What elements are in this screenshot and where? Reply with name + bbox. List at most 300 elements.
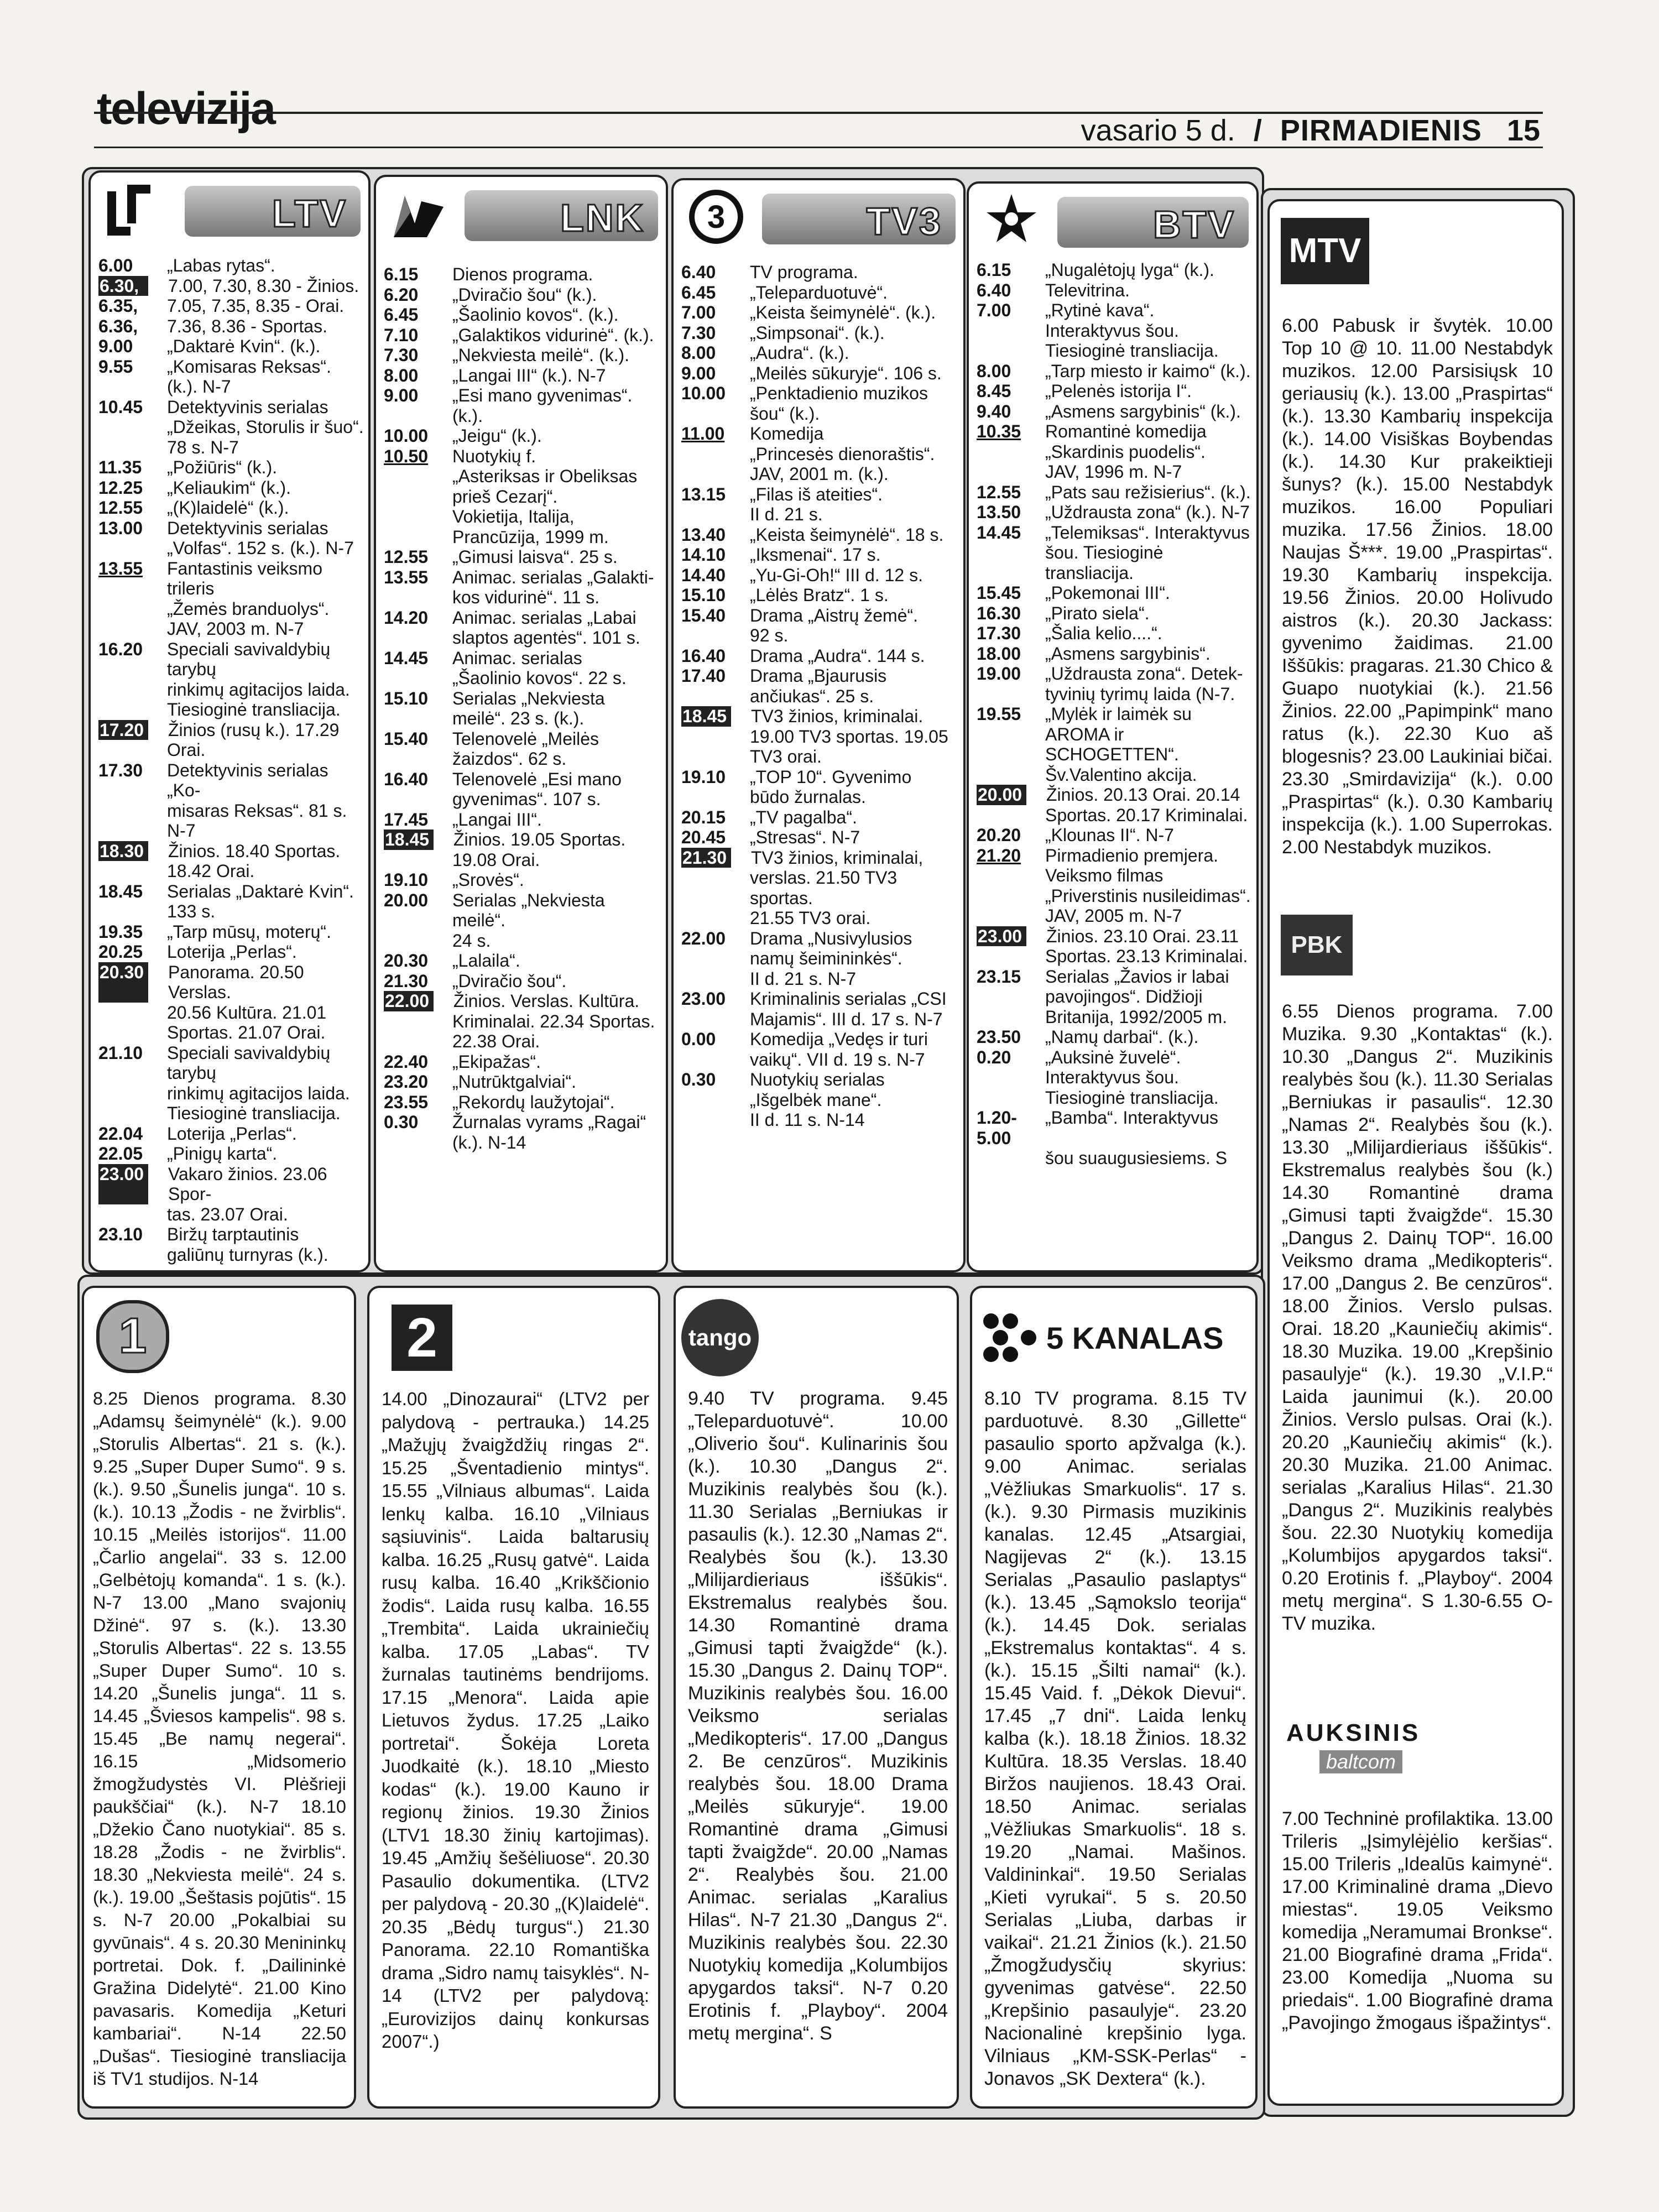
schedule-title: „Asmens sargybinis“. xyxy=(1045,643,1211,664)
schedule-title: „Audra“. (k.). xyxy=(750,343,849,363)
schedule-row xyxy=(384,385,661,426)
schedule-title: tyvinių tyrimų laida (N-7. xyxy=(1045,684,1235,704)
schedule-time xyxy=(681,747,750,767)
schedule-time: 10.00 xyxy=(681,383,726,403)
schedule-time: 16.20 xyxy=(98,639,143,659)
schedule-time: 12.25 xyxy=(98,477,143,498)
schedule-title: Tiesioginė transliacija. xyxy=(1045,1087,1219,1108)
schedule-title: TV3 žinios, kriminalai, xyxy=(751,847,924,868)
schedule-time xyxy=(384,708,452,729)
schedule-row xyxy=(681,1070,959,1090)
schedule-time xyxy=(681,948,750,969)
schedule-time xyxy=(977,865,1045,886)
btv-schedule xyxy=(977,260,1252,1168)
schedule-time xyxy=(384,527,452,547)
schedule-row xyxy=(384,628,661,648)
schedule-row xyxy=(681,807,959,828)
ltv2-column xyxy=(367,1286,660,2109)
btv-name: BTV xyxy=(1153,203,1235,246)
schedule-row xyxy=(98,478,364,498)
schedule-row xyxy=(98,1103,364,1124)
schedule-title: meilė“. 23 s. (k.). xyxy=(452,708,585,728)
schedule-time: 23.50 xyxy=(977,1027,1021,1047)
schedule-time: 22.05 xyxy=(98,1144,143,1164)
schedule-row xyxy=(384,527,661,547)
schedule-title: „Daktarė Kvin“. (k.). xyxy=(167,336,321,356)
schedule-title: „Skardinis puodelis“. xyxy=(1045,441,1206,462)
schedule-time: 6.15 xyxy=(384,264,419,284)
schedule-row xyxy=(384,567,661,588)
schedule-row xyxy=(98,760,364,801)
schedule-time: 20.45 xyxy=(681,827,726,847)
schedule-row xyxy=(681,484,959,505)
schedule-title: Drama „Nusivylusios xyxy=(750,928,912,948)
schedule-time: 19.35 xyxy=(98,921,143,942)
schedule-time xyxy=(977,1148,1045,1168)
schedule-row xyxy=(977,1088,1252,1108)
tv3-column xyxy=(671,178,966,1272)
schedule-time xyxy=(977,1088,1045,1108)
schedule-title: JAV, 2001 m. (k.). xyxy=(750,464,889,484)
schedule-title: „Bamba“. Interaktyvus xyxy=(1045,1108,1218,1128)
schedule-title: „Pirato siela“. xyxy=(1045,603,1150,623)
schedule-time: 13.15 xyxy=(681,484,726,504)
tv3-logo-icon xyxy=(686,188,747,249)
schedule-row xyxy=(98,962,364,1003)
schedule-row xyxy=(98,599,364,619)
schedule-row xyxy=(98,417,364,437)
schedule-title: Loterija „Perlas“. xyxy=(167,1123,297,1144)
schedule-title: Detektyvinis serialas xyxy=(167,518,328,538)
schedule-row xyxy=(977,623,1252,644)
schedule-time xyxy=(384,1133,452,1153)
lnk-logo-icon xyxy=(388,185,449,246)
schedule-row xyxy=(384,810,661,830)
schedule-time: 18.45 xyxy=(384,830,434,850)
schedule-row xyxy=(98,357,364,397)
schedule-time: 10.00 xyxy=(384,426,429,446)
schedule-time: 6.40 xyxy=(681,262,716,282)
schedule-title: Sportas. 23.13 Kriminalai. xyxy=(1045,946,1248,966)
schedule-time: 23.55 xyxy=(384,1092,429,1112)
schedule-time xyxy=(98,1022,167,1043)
schedule-row xyxy=(384,729,661,749)
schedule-row xyxy=(98,1124,364,1144)
schedule-time xyxy=(681,504,750,525)
schedule-time xyxy=(681,686,750,707)
schedule-title: Fantastinis veiksmo trileris xyxy=(167,558,322,598)
schedule-row xyxy=(977,280,1252,301)
schedule-title: Sportas. 21.07 Orai. xyxy=(167,1022,326,1042)
schedule-title: „Labas rytas“. xyxy=(167,255,275,275)
schedule-row xyxy=(384,507,661,527)
baltcom-logo xyxy=(1286,1719,1421,1791)
schedule-time xyxy=(977,1067,1045,1088)
schedule-time: 6.36, xyxy=(98,316,138,336)
schedule-row xyxy=(98,639,364,680)
schedule-row xyxy=(977,341,1252,361)
schedule-time xyxy=(384,749,452,769)
schedule-time xyxy=(384,668,452,688)
schedule-row xyxy=(977,603,1252,624)
schedule-time: 6.20 xyxy=(384,284,419,305)
schedule-title: 24 s. xyxy=(452,930,491,951)
schedule-title: Detektyvinis serialas xyxy=(167,397,328,417)
schedule-row xyxy=(98,700,364,720)
schedule-time: 16.40 xyxy=(681,645,726,666)
schedule-time xyxy=(977,684,1045,705)
schedule-row xyxy=(681,706,959,727)
schedule-time: 23.10 xyxy=(98,1224,143,1244)
schedule-row xyxy=(681,848,959,868)
schedule-title: II d. 21 s. N-7 xyxy=(750,968,857,989)
schedule-title: „Telemiksas“. Interaktyvus xyxy=(1045,522,1250,542)
schedule-time: 20.25 xyxy=(98,942,143,962)
schedule-time: 20.15 xyxy=(681,807,726,827)
schedule-time xyxy=(977,1007,1045,1027)
schedule-time: 0.30 xyxy=(681,1070,716,1089)
mtv-logo: MTV xyxy=(1288,232,1361,270)
lnk-column xyxy=(374,175,668,1272)
schedule-title: „Pats sau režisierius“. (k.). xyxy=(1045,482,1251,502)
schedule-row xyxy=(384,890,661,931)
schedule-row xyxy=(384,466,661,487)
schedule-row xyxy=(98,740,364,760)
schedule-time: 23.15 xyxy=(977,966,1021,987)
schedule-row xyxy=(98,881,364,902)
schedule-title: Serialas „Nekviesta meilė“. xyxy=(452,890,605,930)
ltv-header xyxy=(91,173,368,250)
schedule-time xyxy=(681,1110,750,1130)
schedule-title: prieš Cezarį“. xyxy=(452,486,558,507)
schedule-time: 14.40 xyxy=(681,565,726,585)
schedule-time xyxy=(681,868,750,908)
tv3-header xyxy=(674,180,963,258)
schedule-row xyxy=(681,565,959,586)
schedule-time xyxy=(681,625,750,646)
schedule-time: 20.30 xyxy=(98,962,148,1003)
schedule-time: 21.10 xyxy=(98,1042,143,1063)
schedule-title: slaptos agentės“. 101 s. xyxy=(452,628,640,648)
schedule-row xyxy=(98,1022,364,1043)
schedule-title: JAV, 2003 m. N-7 xyxy=(167,619,304,639)
schedule-row xyxy=(977,805,1252,826)
schedule-title: Sportas. 20.17 Kriminalai. xyxy=(1045,805,1248,825)
schedule-row xyxy=(681,262,959,283)
schedule-row xyxy=(98,518,364,539)
schedule-row xyxy=(681,1009,959,1030)
schedule-row xyxy=(98,1164,364,1204)
schedule-time: 13.50 xyxy=(977,502,1021,522)
schedule-row xyxy=(384,648,661,669)
schedule-time xyxy=(98,901,167,922)
schedule-time: 21.30 xyxy=(384,971,429,991)
schedule-title: „Asmens sargybinis“ (k.). xyxy=(1045,401,1241,421)
schedule-time: 15.40 xyxy=(681,605,726,625)
schedule-title: Drama „Audra“. 144 s. xyxy=(750,645,925,666)
schedule-row xyxy=(98,538,364,559)
schedule-time: 6.15 xyxy=(977,260,1011,280)
schedule-row xyxy=(977,886,1252,906)
schedule-title: „Galaktikos vidurinė“. (k.). xyxy=(452,325,654,345)
schedule-row xyxy=(977,1108,1252,1148)
schedule-time: 10.35 xyxy=(977,421,1021,441)
schedule-row xyxy=(384,1133,661,1153)
schedule-title: Interaktyvus šou. xyxy=(1045,320,1179,341)
ltv1-logo-icon xyxy=(96,1300,169,1373)
schedule-row xyxy=(98,1245,364,1265)
schedule-row xyxy=(98,922,364,942)
schedule-time: 8.45 xyxy=(977,381,1011,401)
schedule-row xyxy=(681,646,959,666)
lnk-header xyxy=(376,177,666,254)
schedule-row xyxy=(977,260,1252,280)
schedule-title: „Asteriksas ir Obeliksas xyxy=(452,466,638,486)
schedule-row xyxy=(681,827,959,848)
schedule-row xyxy=(977,825,1252,846)
schedule-time: 21.30 xyxy=(681,848,731,868)
schedule-title: Tiesioginė transliacija. xyxy=(167,1103,341,1123)
schedule-row xyxy=(384,951,661,971)
schedule-title: „Nekviesta meilė“. (k.). xyxy=(452,345,630,365)
schedule-row xyxy=(681,928,959,949)
schedule-time: 22.00 xyxy=(681,928,726,948)
schedule-row xyxy=(384,688,661,709)
schedule-time: 14.45 xyxy=(977,522,1021,542)
schedule-title: Animac. serialas „Galakti- xyxy=(452,567,654,587)
schedule-row xyxy=(977,967,1252,987)
schedule-title: misaras Reksas“. 81 s. N-7 xyxy=(167,800,347,841)
schedule-row xyxy=(98,296,364,316)
k5-logo-text: 5 KANALAS xyxy=(1046,1320,1224,1355)
schedule-title: Komedija „Vedęs ir turi xyxy=(750,1029,928,1049)
schedule-row xyxy=(681,283,959,303)
schedule-row xyxy=(681,585,959,606)
schedule-time: 19.10 xyxy=(681,766,726,787)
btv-name-bar xyxy=(1057,197,1249,248)
schedule-title: JAV, 1996 m. N-7 xyxy=(1045,462,1182,482)
schedule-time: 6.00 xyxy=(98,255,133,275)
schedule-row xyxy=(681,363,959,384)
schedule-time xyxy=(384,487,452,507)
page-number: 15 xyxy=(1506,114,1540,147)
schedule-title: Nuotykių serialas xyxy=(750,1070,885,1089)
schedule-time: 6.30, xyxy=(98,276,148,296)
schedule-title: 7.00, 7.30, 8.30 - Žinios. xyxy=(168,275,359,296)
schedule-title: 92 s. xyxy=(750,625,789,645)
schedule-row xyxy=(384,830,661,850)
schedule-time xyxy=(681,969,750,989)
schedule-row xyxy=(98,316,364,337)
schedule-row xyxy=(384,587,661,608)
schedule-row xyxy=(98,457,364,478)
schedule-title: Romantinė komedija xyxy=(1045,421,1207,441)
schedule-time xyxy=(977,341,1045,361)
schedule-time xyxy=(98,417,167,437)
schedule-time: 18.00 xyxy=(977,643,1021,664)
schedule-title: „Teleparduotuvė“. xyxy=(750,282,888,302)
ltv1-bottom-column xyxy=(82,1286,356,2109)
schedule-row xyxy=(977,523,1252,543)
schedule-row xyxy=(98,841,364,862)
schedule-time xyxy=(98,1204,167,1225)
schedule-row xyxy=(98,1083,364,1104)
tv3-schedule xyxy=(681,262,959,1130)
schedule-title: „Rekordų laužytojai“. xyxy=(452,1092,615,1112)
schedule-title: rinkimų agitacijos laida. xyxy=(167,679,350,700)
schedule-time: 21.20 xyxy=(977,845,1021,865)
schedule-title: Kriminalai. 22.34 Sportas. xyxy=(452,1011,655,1031)
schedule-time xyxy=(98,599,167,619)
schedule-row xyxy=(384,1031,661,1052)
schedule-title: Drama „Aistrų žemė“. xyxy=(750,605,919,625)
btv-header xyxy=(969,184,1256,261)
schedule-title: „Keista šeimynėlė“. (k.). xyxy=(750,302,936,322)
schedule-title: „Langai III“. xyxy=(452,809,542,830)
schedule-title: Žinios. 23.10 Orai. 23.11 xyxy=(1046,926,1239,946)
schedule-title: „Mylėk ir laimėk su xyxy=(1045,704,1192,724)
ltv2-schedule: 14.00 „Dinozaurai“ (LTV2 per palydovą - pertrauka.) 14.25 „Mažųjų žvaigždžių ringas 2“. 15.25 „Šventadienio mintys“. 15.55 „Vilniaus albumas“. Laida lenkų kalba. 16.10 „Vilniaus sąsiuvinis“. Laida baltarusių kalba. 16.25 „Rusų gatvė“. Laida rusų kalba. 16.40 „Krikščionio žodis“. Laida rusų kalba. 16.55 „Trembita“. Laida ukrainiečių kalba. 17.05 „Labas“. TV žurnalas tautinėms bendrijoms. 17.15 „Menora“. Laida apie Lietuvos žydus. 17.25 „Laiko portretai“. Šokėja Loreta Juodkaitė (k.). 18.10 „Miesto kodas“ (k.). 19.00 Kauno ir regionų žinios. 19.30 Žinios (LTV1 18.30 žinių kartojimas). 19.45 „Amžių šešėliuose“. 20.30 Pasaulio dokumentika. (LTV2 per palydovą - 20.30 „(K)laidelė“. 20.35 „Bėdų turgus“.) 21.30 Panorama. 22.10 Romantiška drama „Sidro namų taisyklės“. N-14 (LTV2 per palydovą: „Eurovizijos dainų konkursas 2007“.) xyxy=(382,1389,649,2052)
schedule-title: Žinios. 19.05 Sportas. xyxy=(453,830,626,849)
schedule-row xyxy=(681,625,959,646)
date-line xyxy=(1081,113,1540,148)
schedule-title: Pirmadienio premjera. xyxy=(1045,845,1219,865)
schedule-row xyxy=(977,542,1252,583)
schedule-time: 14.20 xyxy=(384,607,429,628)
schedule-row xyxy=(681,444,959,465)
schedule-row xyxy=(384,345,661,366)
schedule-time xyxy=(384,789,452,810)
schedule-time xyxy=(98,1083,167,1104)
schedule-time: 14.45 xyxy=(384,648,429,668)
schedule-time: 7.00 xyxy=(977,300,1011,320)
schedule-time xyxy=(98,740,167,760)
weekday: PIRMADIENIS xyxy=(1280,114,1482,147)
schedule-title: Panorama. 20.50 Verslas. xyxy=(168,962,304,1002)
schedule-title: tas. 23.07 Orai. xyxy=(167,1204,288,1224)
schedule-time xyxy=(977,886,1045,906)
schedule-row xyxy=(977,664,1252,684)
schedule-row xyxy=(977,684,1252,705)
schedule-time xyxy=(681,787,750,807)
schedule-row xyxy=(977,321,1252,341)
schedule-row xyxy=(384,870,661,890)
schedule-time: 13.55 xyxy=(384,567,429,587)
schedule-title: „Langai III“ (k.). N-7 xyxy=(452,365,606,385)
schedule-time xyxy=(98,619,167,639)
schedule-row xyxy=(98,1043,364,1083)
k5-logo xyxy=(980,1310,1223,1365)
schedule-time: 9.55 xyxy=(98,356,133,377)
schedule-title: šou“ (k.). xyxy=(750,403,820,424)
schedule-time: 6.40 xyxy=(977,280,1011,300)
schedule-row xyxy=(98,942,364,962)
schedule-time xyxy=(681,727,750,747)
schedule-time xyxy=(98,680,167,700)
schedule-title: pavojingos“. Didžioji xyxy=(1045,987,1203,1006)
schedule-time xyxy=(681,1050,750,1070)
ltv-column xyxy=(88,170,371,1272)
schedule-time: 12.55 xyxy=(98,498,143,518)
schedule-time: 15.40 xyxy=(384,728,429,749)
schedule-time xyxy=(977,724,1045,765)
schedule-time xyxy=(977,321,1045,341)
schedule-time: 7.30 xyxy=(681,322,716,343)
baltcom-logo-bottom: baltcom xyxy=(1319,1750,1402,1773)
pbk-logo-icon xyxy=(1281,915,1353,975)
schedule-time xyxy=(681,908,750,928)
pbk-schedule: 6.55 Dienos programa. 7.00 Muzika. 9.30 „Kontaktas“ (k.). 10.30 „Dangus 2“. Muzikinis realybės šou (k.). 11.30 Serialas „Berniukas ir pasaulis“. 12.30 „Namas 2“. Realybės šou (k.). 13.30 „Milijardieriaus iššūkis“. Ekstremalus realybės šou (k.) 14.30 Romantinė drama „Gimusi tapti žvaigžde“. 15.30 „Dangus 2. Dainų TOP“. 16.00 Veiksmo drama „Medikopteris“. 17.00 „Dangus 2. Be cenzūros“. 18.00 Žinios. Verslo pulsas. Orai. 18.20 „Kauniečių akimis“. 18.30 Muzika. 19.00 „Krepšinio pasaulyje“ (k.). 19.30 „V.I.P.“ Laida jaunimui (k.). 20.00 Žinios. Verslo pulsas. Orai (k.). 20.20 „Kauniečių akimis“ (k.). 20.30 Muzika. 21.00 Animac. serialas „Karalius Hilas“. 21.30 „Dangus 2“. Muzikinis realybės šou. 22.30 Nuotykių komedija „Kolumbijos apygardos taksi“. 0.20 Erotinis f. „Playboy“. 2004 metų mergina“. S 1.30-6.55 O-TV muzika. xyxy=(1282,1001,1553,1634)
schedule-row xyxy=(384,668,661,688)
schedule-title: „Tarp miesto ir kaimo“ (k.). xyxy=(1045,361,1251,381)
k5-dots-icon xyxy=(980,1310,1041,1365)
schedule-row xyxy=(384,789,661,810)
schedule-title: „Dviračio šou“ (k.). xyxy=(452,284,597,305)
schedule-row xyxy=(98,619,364,639)
schedule-title: „Iksmenai“. 17 s. xyxy=(750,545,881,565)
schedule-row xyxy=(681,302,959,323)
schedule-title: „Volfas“. 152 s. (k.). N-7 xyxy=(167,538,354,558)
schedule-title: 78 s. N-7 xyxy=(167,437,239,457)
schedule-row xyxy=(681,464,959,484)
schedule-title: Animac. serialas „Labai xyxy=(452,607,637,628)
schedule-row xyxy=(681,545,959,565)
schedule-time: 1.20-5.00 xyxy=(977,1108,1017,1148)
schedule-row xyxy=(384,769,661,790)
schedule-time xyxy=(977,946,1045,967)
schedule-row xyxy=(681,908,959,928)
schedule-row xyxy=(977,724,1252,765)
schedule-row xyxy=(384,749,661,769)
k5-column xyxy=(970,1286,1258,2109)
schedule-title: Žinios. 18.40 Sportas. xyxy=(168,841,341,861)
section-title: televizija xyxy=(97,84,275,134)
schedule-title: II d. 11 s. N-14 xyxy=(750,1110,865,1130)
schedule-time: 14.10 xyxy=(681,545,726,565)
schedule-title: 133 s. xyxy=(167,901,216,921)
schedule-title: „Šalia kelio....“. xyxy=(1045,623,1162,643)
schedule-time: 6.45 xyxy=(384,305,419,325)
schedule-time: 22.00 xyxy=(384,991,434,1011)
schedule-row xyxy=(681,767,959,787)
schedule-time xyxy=(977,462,1045,482)
schedule-title: verslas. 21.50 TV3 sportas. xyxy=(750,868,898,908)
schedule-row xyxy=(977,765,1252,785)
ltv2-logo: 2 xyxy=(406,1307,437,1369)
schedule-row xyxy=(384,1072,661,1092)
schedule-title: Šv.Valentino akcija. xyxy=(1045,764,1197,785)
mtv-logo-icon xyxy=(1281,218,1369,284)
schedule-row xyxy=(98,1144,364,1164)
schedule-time: 7.00 xyxy=(681,302,716,322)
schedule-row xyxy=(384,608,661,628)
schedule-title: Dienos programa. xyxy=(452,264,593,284)
schedule-title: „Auksinė žuvelė“. xyxy=(1045,1047,1181,1067)
schedule-row xyxy=(681,504,959,525)
schedule-time: 17.40 xyxy=(681,666,726,686)
schedule-time xyxy=(98,700,167,720)
schedule-title: (k.). N-14 xyxy=(452,1132,526,1152)
schedule-time xyxy=(977,765,1045,785)
schedule-title: „Gimusi laisva“. 25 s. xyxy=(452,547,618,567)
schedule-title: „Jeigu“ (k.). xyxy=(452,426,542,446)
schedule-row xyxy=(384,850,661,870)
schedule-row xyxy=(681,666,959,686)
schedule-title: 18.42 Orai. xyxy=(167,861,255,881)
schedule-time: 15.10 xyxy=(681,585,726,605)
schedule-row xyxy=(681,747,959,767)
schedule-row xyxy=(98,437,364,458)
